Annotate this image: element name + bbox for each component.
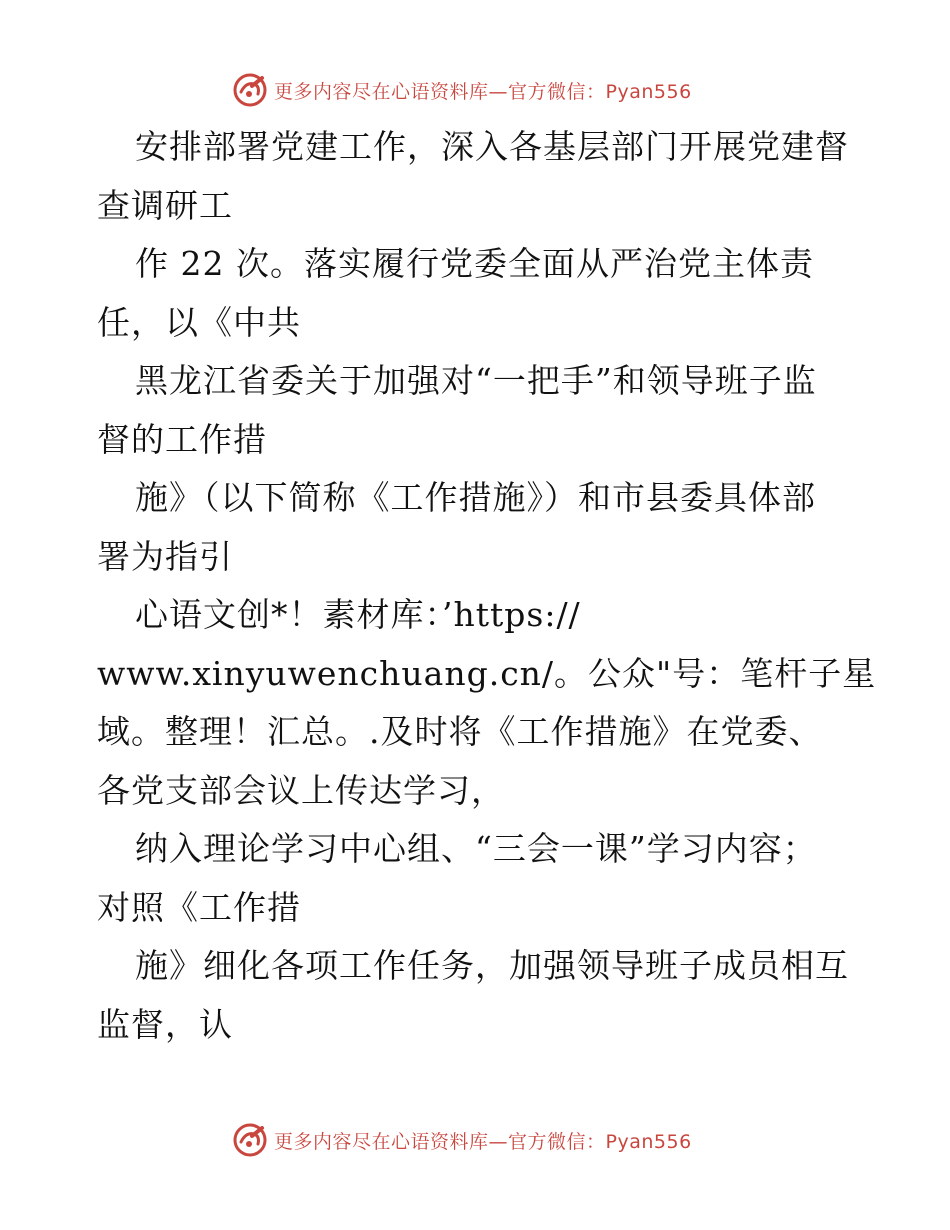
document-body: [97, 118, 877, 1054]
text-line: 施》细化各项工作任务，加强领导班子成员相互: [135, 946, 849, 985]
text-line: 黑龙江省委关于加强对“一把手”和领导班子监: [135, 361, 817, 400]
text-line: 施》（以下简称《工作措施》）和市县委具体部: [135, 478, 816, 517]
text-line: www.xinyuwenchuang.cn/。公众"号：笔杆子星: [97, 653, 877, 693]
xinyu-logo-icon: [232, 72, 268, 108]
text-line: 督的工作措: [97, 419, 267, 459]
text-line: 安排部署党建工作，深入各基层部门开展党建督: [135, 127, 849, 166]
header-banner-text: 更多内容尽在心语资料库—官方微信：Pyan556: [274, 80, 692, 103]
text-line: 作 22 次。落实履行党委全面从严治党主体责: [135, 244, 814, 283]
footer-banner: [232, 1120, 692, 1160]
text-line: 查调研工: [97, 185, 233, 225]
text-line: 心语文创*！素材库：’https://: [135, 595, 581, 634]
text-line: 任，以《中共: [97, 302, 301, 342]
xinyu-logo-icon: [232, 1122, 268, 1158]
text-line: 署为指引: [97, 536, 233, 576]
text-line: 监督，认: [97, 1004, 233, 1044]
text-line: 对照《工作措: [97, 887, 301, 927]
footer-banner-text: 更多内容尽在心语资料库—官方微信：Pyan556: [274, 1130, 692, 1153]
text-line: 域。整理！汇总。.及时将《工作措施》在党委、: [97, 712, 823, 751]
text-line: 纳入理论学习中心组、“三会一课”学习内容；: [135, 829, 817, 868]
header-banner: [232, 70, 692, 110]
text-line: 各党支部会议上传达学习，: [97, 770, 505, 810]
